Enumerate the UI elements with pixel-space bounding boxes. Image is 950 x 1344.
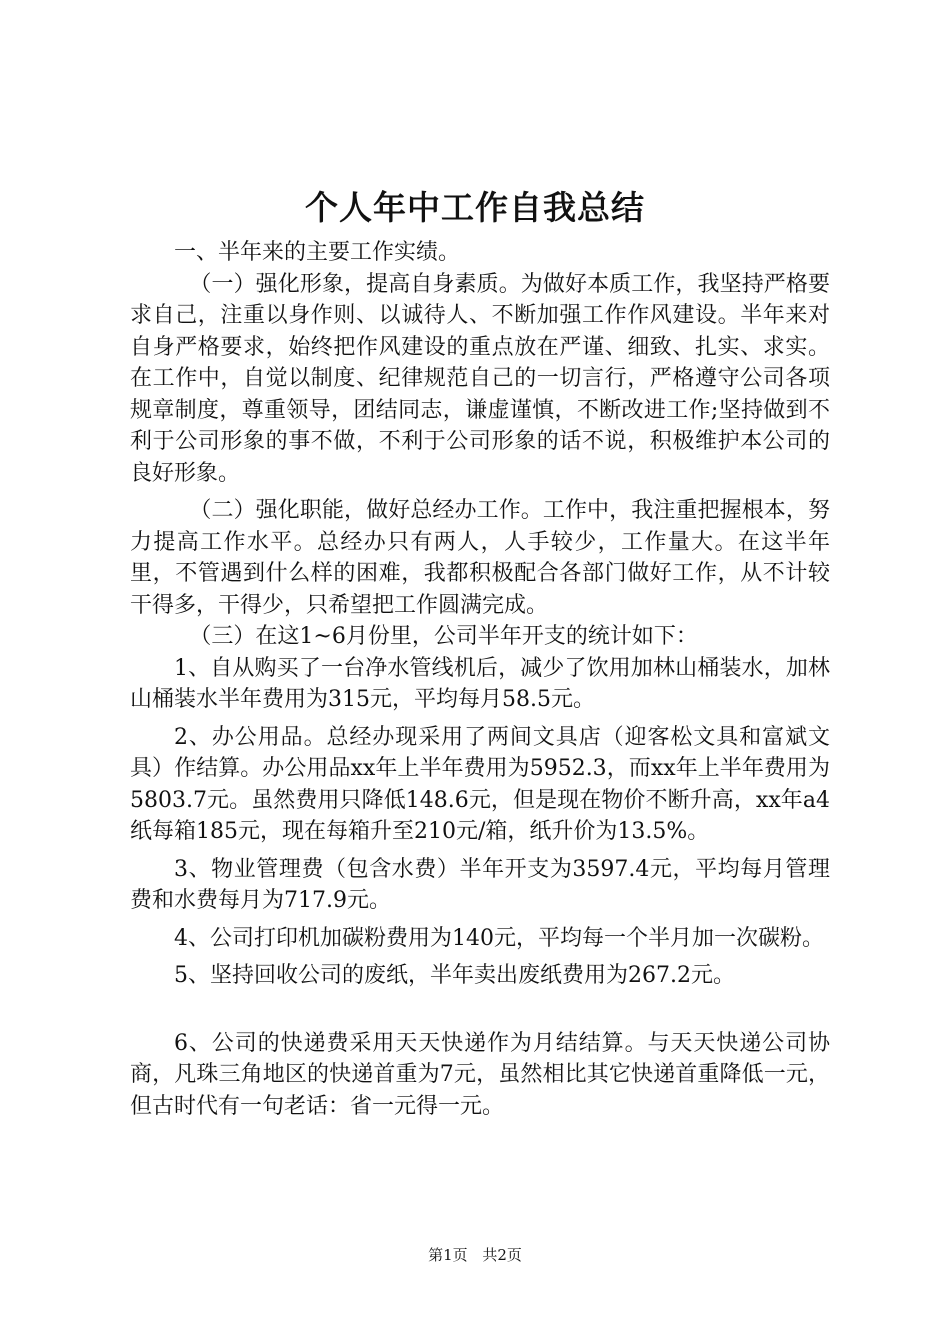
expense-item-courier: 6、公司的快递费采用天天快递作为月结结算。与天天快递公司协商，凡珠三角地区的快递首重为7元，虽然相比其它快递首重降低一元，但古时代有一句老话：省一元得一元。 — [130, 1030, 830, 1119]
document-body — [130, 237, 830, 1122]
page-total: 共2页 — [482, 1246, 522, 1264]
paragraph-expense-intro: （三）在这1~6月份里，公司半年开支的统计如下： — [189, 624, 698, 649]
expense-item-water: 1、自从购买了一台净水管线机后，减少了饮用加林山桶装水，加林山桶装水半年费用为315元，平均每月58.5元。 — [130, 655, 830, 712]
expense-item-property: 3、物业管理费（包含水费）半年开支为3597.4元，平均每月管理费和水费每月为717.9元。 — [130, 856, 830, 913]
section-heading: 一、半年来的主要工作实绩。 — [174, 240, 461, 265]
page-number: 第1页 — [428, 1246, 468, 1264]
paragraph-image: （一）强化形象，提高自身素质。为做好本质工作，我坚持严格要求自己，注重以身作则、以诚待人、不断加强工作作风建设。半年来对自身严格要求，始终把作风建设的重点放在严谨、细致、扎实、求实。在工作中，自觉以制度、纪律规范自己的一切言行，严格遵守公司各项规章制度，尊重领导，团结同志，谦虚谨慎，不断改进工作;坚持做到不利于公司形象的事不做，不利于公司形象的话不说，积极维护本公司的良好形象。 — [130, 271, 830, 486]
expense-item-waste-paper: 5、坚持回收公司的废纸，半年卖出废纸费用为267.2元。 — [174, 963, 735, 988]
expense-item-printer: 4、公司打印机加碳粉费用为140元，平均每一个半月加一次碳粉。 — [174, 925, 824, 951]
document-title: 个人年中工作自我总结 — [305, 188, 645, 227]
expense-item-office-supplies: 2、办公用品。总经办现采用了两间文具店（迎客松文具和富斌文具）作结算。办公用品xx年上半年费用为5952.3，而xx年上半年费用为5803.7元。虽然费用只降低148.6元，但是现在物价不断升高，xx年a4纸每箱185元，现在每箱升至210元/箱，纸升价为13.5%。 — [130, 724, 830, 844]
paragraph-function: （二）强化职能，做好总经办工作。工作中，我注重把握根本，努力提高工作水平。总经办只有两人，人手较少，工作量大。在这半年里，不管遇到什么样的困难，我都积极配合各部门做好工作，从不计较干得多，干得少，只希望把工作圆满完成。 — [130, 498, 830, 618]
page-footer — [0, 1243, 950, 1267]
